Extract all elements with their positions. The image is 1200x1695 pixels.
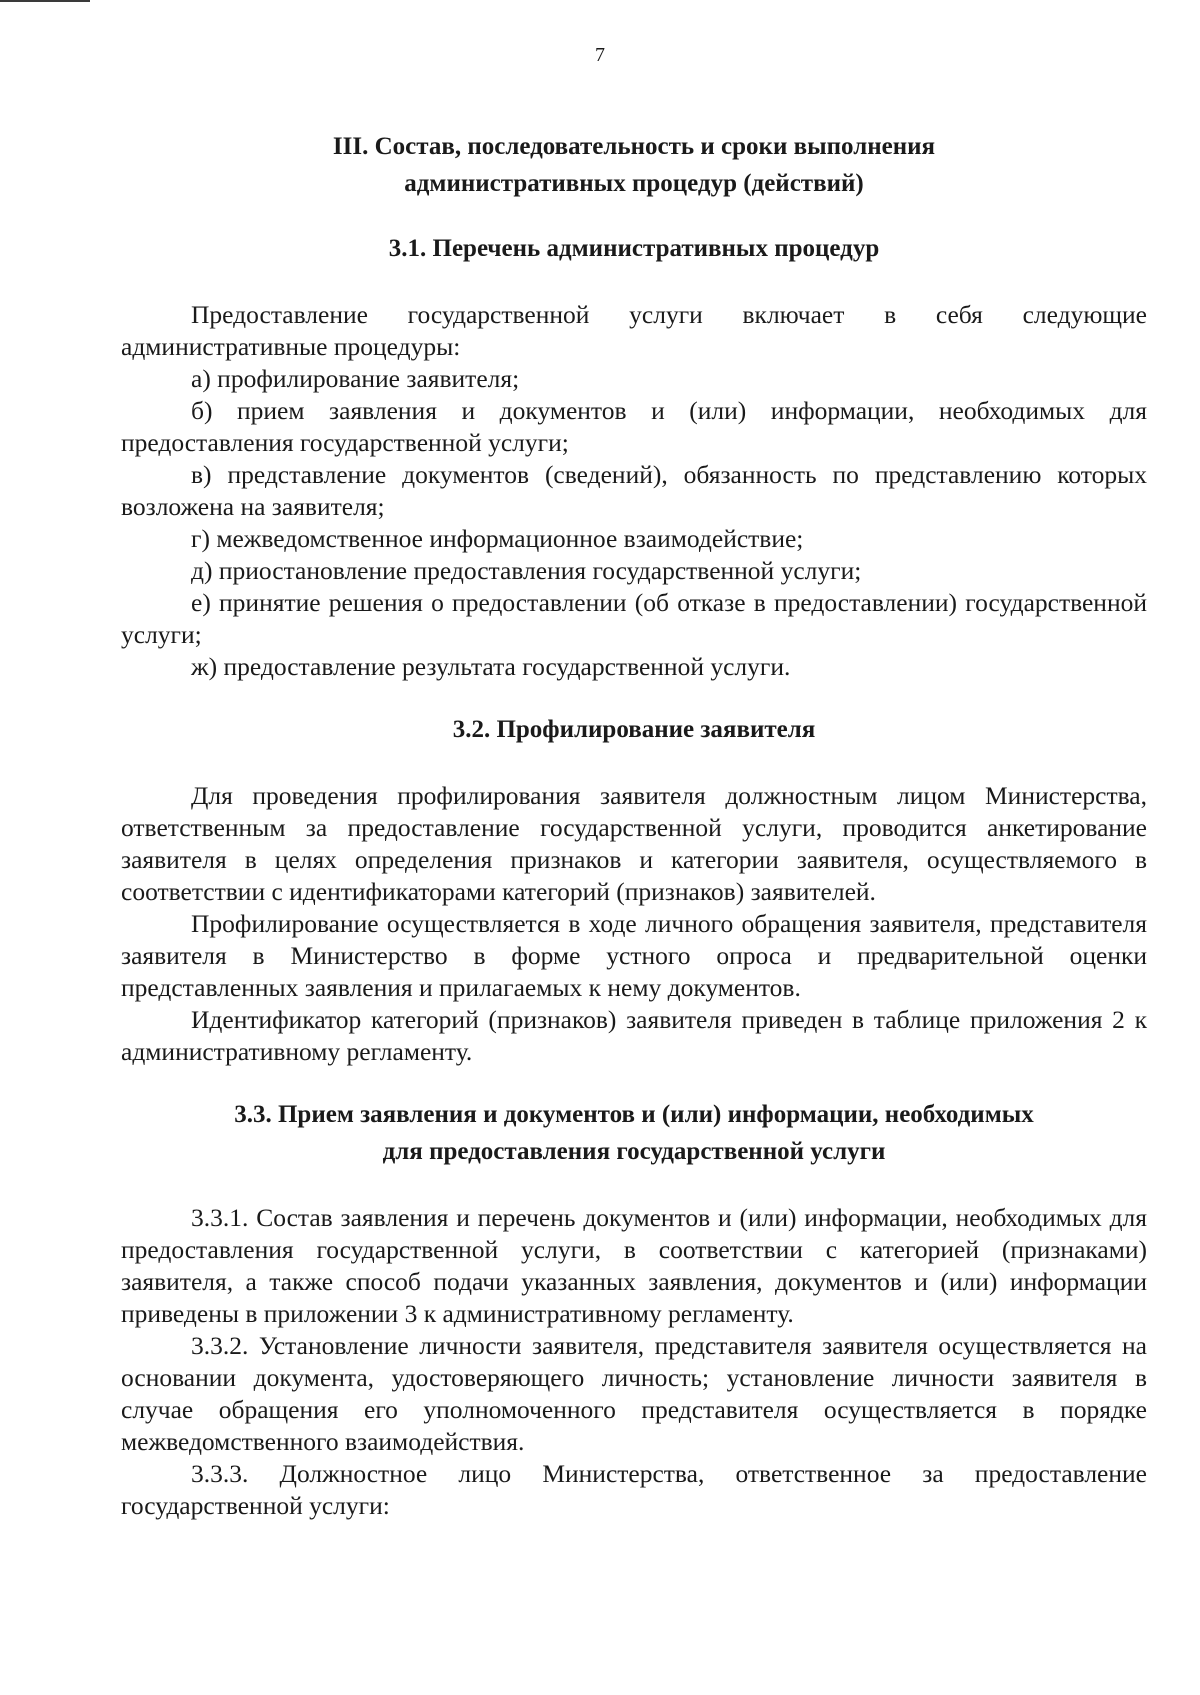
procedure-list-item: а) профилирование заявителя; bbox=[191, 364, 520, 393]
procedure-list-item: д) приостановление предоставления государственной услуги; bbox=[191, 556, 862, 585]
heading-line: для предоставления государственной услуги bbox=[382, 1138, 886, 1165]
subsection-3-2-heading: 3.2. Профилирование заявителя bbox=[452, 716, 816, 743]
s32-paragraph: Для проведения профилирования заявителя должностным лицом Министерства, ответственным за предоставление государственной услуги, проводится анкетирование заявителя в целях определения признаков и категории заявителя, осуществляемого в соответствии с идентификаторами категорий (признаков) заявителей. bbox=[121, 781, 1147, 906]
heading-line: 3.3. Прием заявления и документов и (или) информации, необходимых bbox=[234, 1101, 1034, 1128]
procedure-list-item: е) принятие решения о предоставлении (об отказе в предоставлении) государственной услуги; bbox=[121, 588, 1147, 649]
heading-line: административных процедур (действий) bbox=[404, 170, 864, 197]
procedure-list-item: г) межведомственное информационное взаимодействие; bbox=[191, 524, 804, 553]
s33-paragraph: 3.3.1. Состав заявления и перечень документов и (или) информации, необходимых для предоставления государственной услуги, в соответствии с категорией (признаками) заявителя, а также способ подачи указанных заявления, документов и (или) информации приведены в приложении 3 к административному регламенту. bbox=[121, 1203, 1147, 1328]
s32-paragraph: Профилирование осуществляется в ходе личного обращения заявителя, представителя заявителя в Министерство в форме устного опроса и предварительной оценки представленных заявления и прилагаемых к нему документов. bbox=[121, 909, 1147, 1002]
heading-line: III. Состав, последовательность и сроки выполнения bbox=[332, 133, 936, 160]
s31-intro-paragraph: Предоставление государственной услуги включает в себя следующие административные процедуры: bbox=[121, 300, 1147, 361]
document-body bbox=[121, 128, 1147, 1522]
section-3-heading bbox=[121, 128, 1147, 202]
scan-edge-mark bbox=[0, 0, 90, 2]
page-number: 7 bbox=[595, 44, 605, 66]
subsection-3-1-heading: 3.1. Перечень административных процедур bbox=[388, 235, 880, 262]
s33-paragraph: 3.3.3. Должностное лицо Министерства, ответственное за предоставление государственной услуги: bbox=[121, 1459, 1147, 1520]
s33-paragraph: 3.3.2. Установление личности заявителя, представителя заявителя осуществляется на основании документа, удостоверяющего личность; установление личности заявителя в случае обращения его уполномоченного представителя осуществляется в порядке межведомственного взаимодействия. bbox=[121, 1331, 1147, 1456]
subsection-3-3-heading bbox=[121, 1096, 1147, 1170]
procedure-list-item: ж) предоставление результата государственной услуги. bbox=[191, 652, 791, 681]
procedure-list-item: б) прием заявления и документов и (или) информации, необходимых для предоставления государственной услуги; bbox=[121, 396, 1147, 457]
procedure-list-item: в) представление документов (сведений), обязанность по представлению которых возложена на заявителя; bbox=[121, 460, 1147, 521]
s32-paragraph: Идентификатор категорий (признаков) заявителя приведен в таблице приложения 2 к административному регламенту. bbox=[121, 1005, 1147, 1066]
